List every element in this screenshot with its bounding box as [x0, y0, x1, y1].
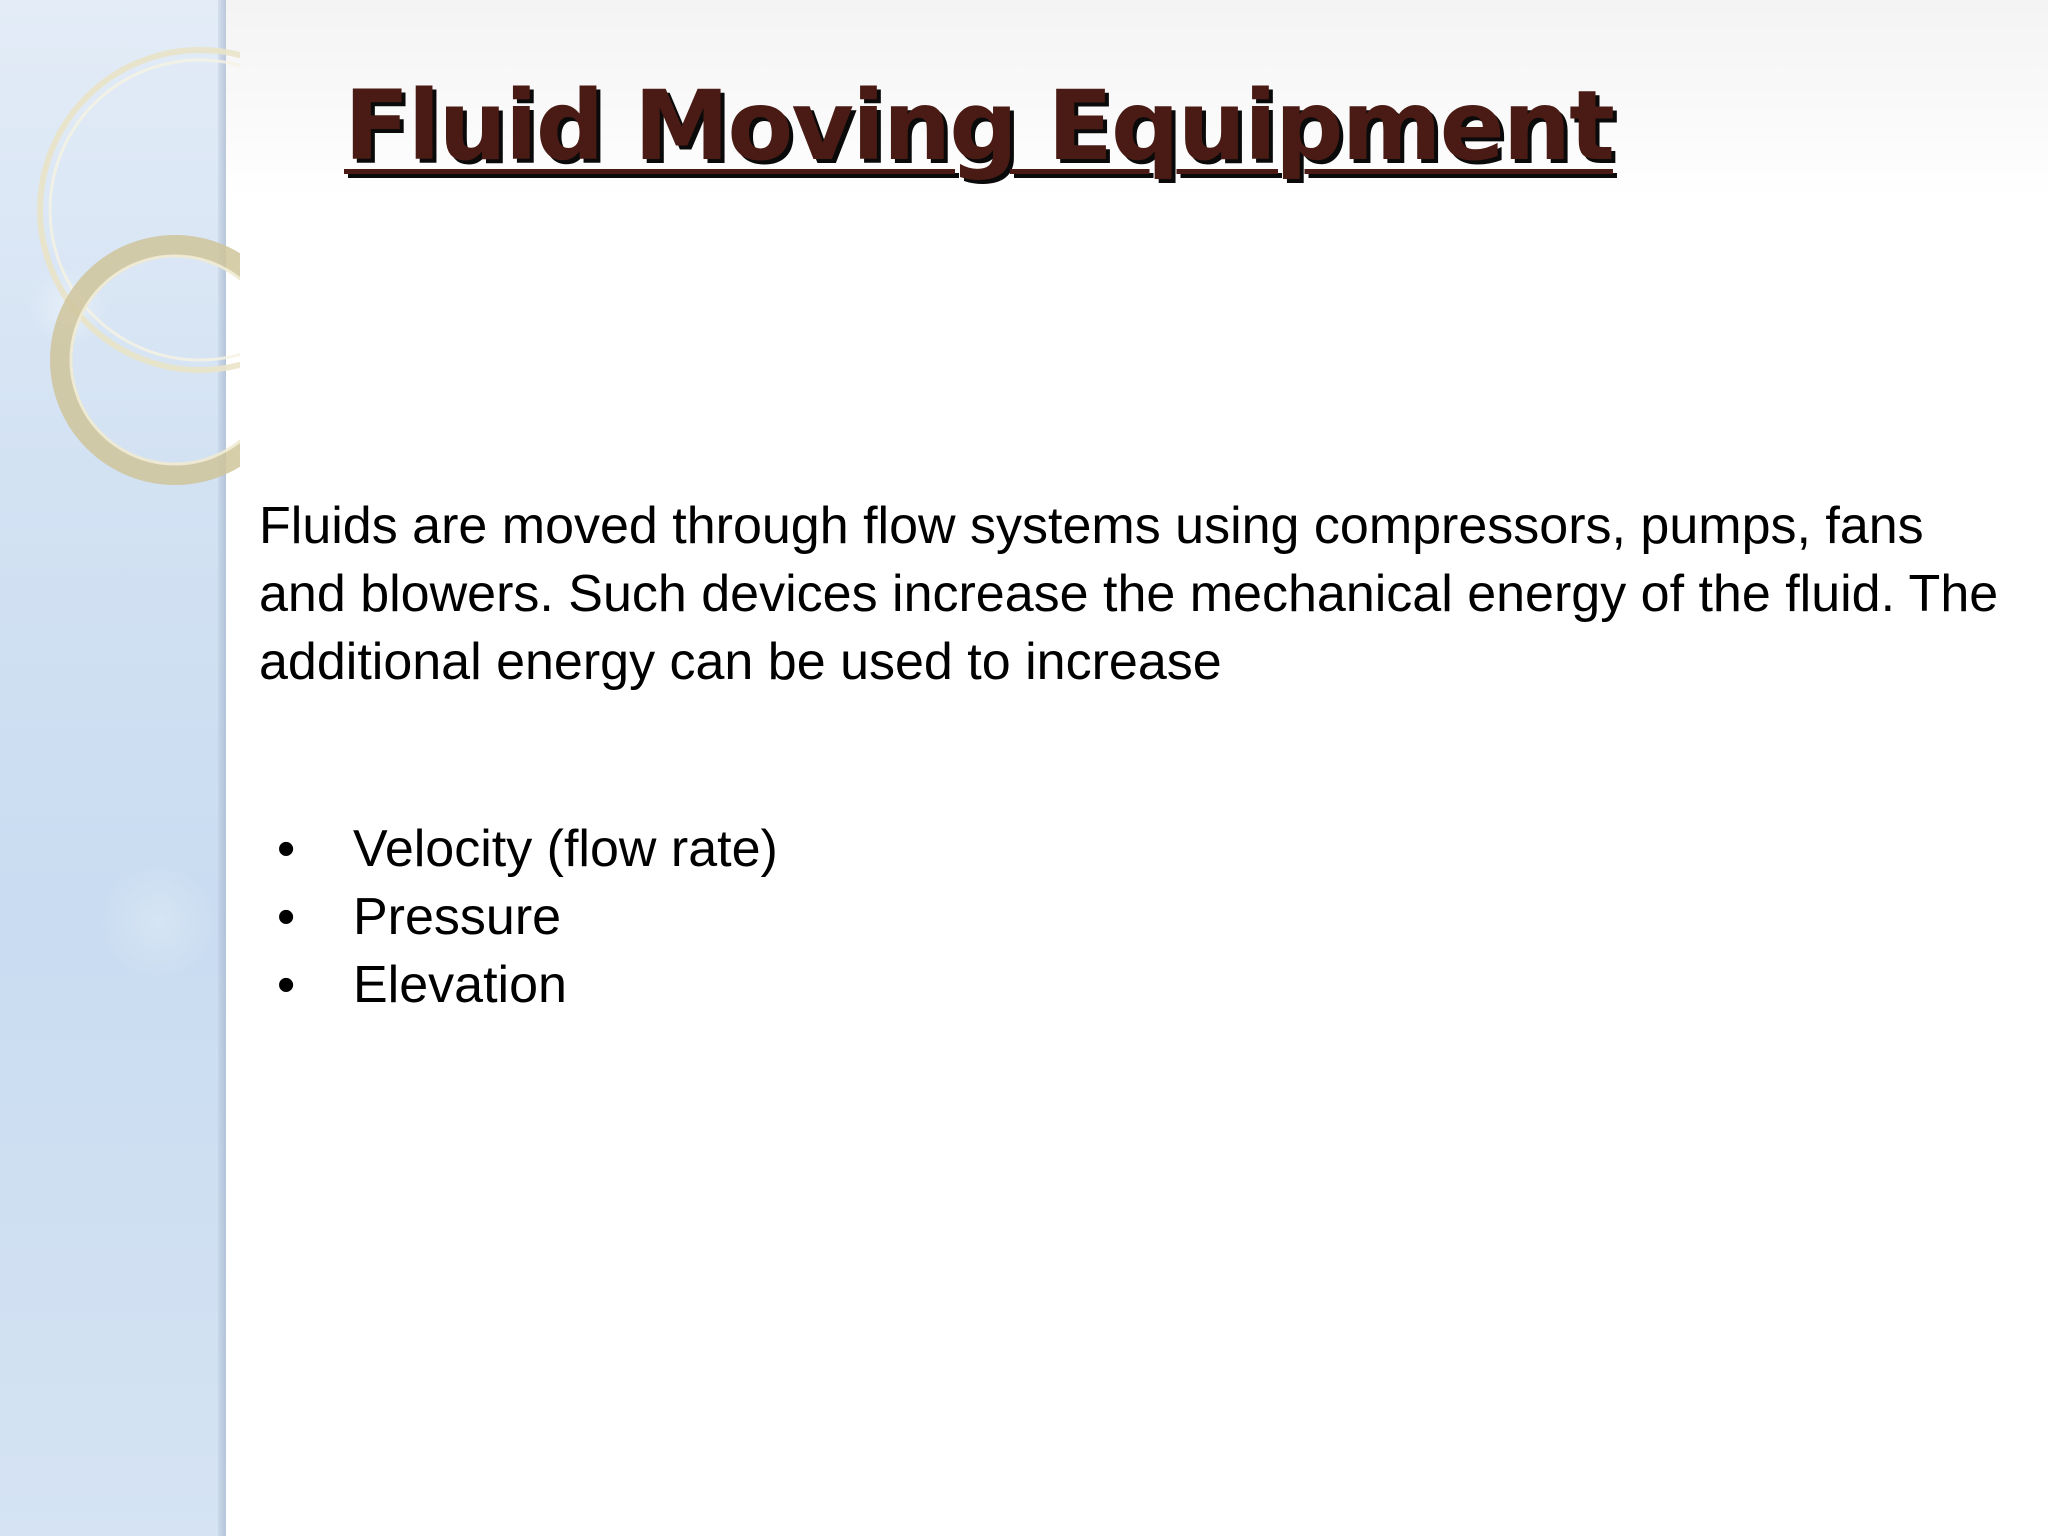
bullet-icon: •: [277, 888, 296, 946]
bullet-text: Velocity (flow rate): [353, 820, 778, 878]
list-item: [259, 815, 778, 883]
bullet-text: Elevation: [353, 956, 567, 1014]
bullet-list: [259, 815, 778, 1019]
slide-title: Fluid Moving Equipment: [344, 70, 1613, 182]
bullet-icon: •: [277, 956, 296, 1014]
list-item: [259, 883, 778, 951]
list-item: [259, 951, 778, 1019]
bullet-text: Pressure: [353, 888, 562, 946]
body-paragraph: Fluids are moved through flow systems using compressors, pumps, fans and blowers. Such devices increase the mechanical energy of the fluid. The additional energy can be used to increase: [259, 497, 1999, 691]
bullet-icon: •: [277, 820, 296, 878]
decorative-rings: [0, 0, 240, 500]
